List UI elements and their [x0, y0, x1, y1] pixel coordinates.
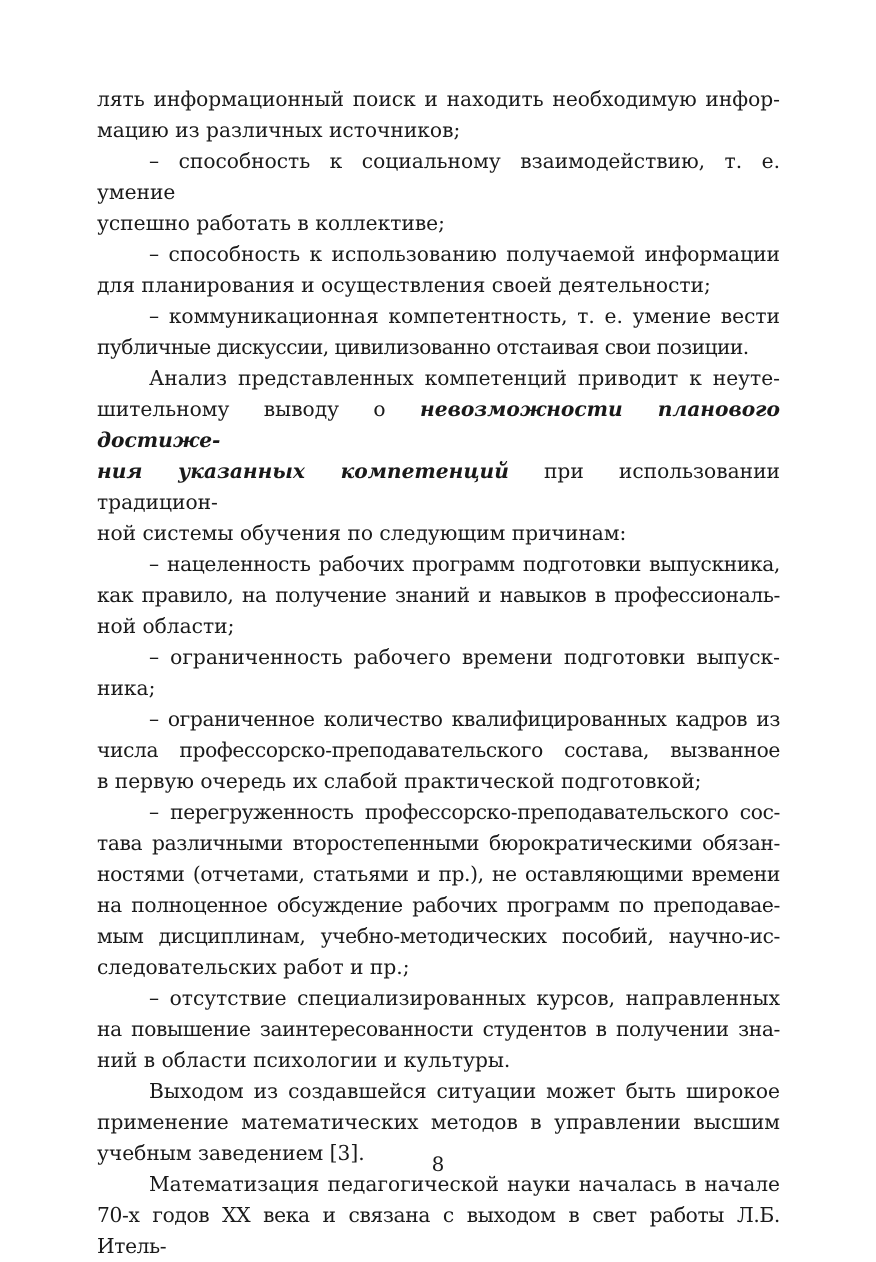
- text-line: на полноценное обсуждение рабочих программ по преподавае-: [97, 893, 780, 917]
- text-line: в первую очередь их слабой практической подготовкой;: [97, 769, 702, 793]
- text-line: [97, 394, 780, 456]
- text-line: успешно работать в коллективе;: [97, 211, 445, 235]
- text-line: – способность к социальному взаимодействию, т. е. умение: [97, 149, 780, 204]
- text-line: Анализ представленных компетенций приводит к неуте-: [149, 366, 780, 390]
- text-line: ний в области психологии и культуры.: [97, 1048, 511, 1072]
- text-span: при использовании традицион-: [97, 459, 780, 514]
- text-line: как правило, на получение знаний и навыков в профессиональ-: [97, 583, 780, 607]
- text-span: шительному выводу о: [97, 397, 421, 421]
- text-line: учебным заведением [3].: [97, 1141, 365, 1165]
- text-line: ностями (отчетами, статьями и пр.), не оставляющими времени: [97, 862, 780, 886]
- text-line: мым дисциплинам, учебно-методических пособий, научно-ис-: [97, 924, 780, 948]
- text-line: ной системы обучения по следующим причинам:: [97, 521, 627, 545]
- emphasis-span: ния указанных компетенций: [97, 459, 509, 483]
- emphasis-span: невозможности планового достиже-: [97, 397, 780, 452]
- text-line: Математизация педагогической науки началась в начале: [149, 1172, 780, 1196]
- text-line: для планирования и осуществления своей деятельности;: [97, 273, 711, 297]
- text-line: мацию из различных источников;: [97, 118, 461, 142]
- text-line: – коммуникационная компетентность, т. е. умение вести: [149, 304, 780, 328]
- page-number: 8: [431, 1152, 445, 1176]
- text-line: – перегруженность профессорско-преподавательского сос-: [149, 800, 780, 824]
- text-line: ной области;: [97, 614, 235, 638]
- text-line: 70-х годов XX века и связана с выходом в свет работы Л.Б. Итель-: [97, 1203, 780, 1258]
- text-line: – нацеленность рабочих программ подготовки выпускника,: [149, 552, 780, 576]
- text-line: – ограниченность рабочего времени подготовки выпуск-: [149, 645, 780, 669]
- text-line: – отсутствие специализированных курсов, направленных: [149, 986, 780, 1010]
- text-line: следовательских работ и пр.;: [97, 955, 410, 979]
- text-line: числа профессорско-преподавательского состава, вызванное: [97, 738, 780, 762]
- text-line: на повышение заинтересованности студентов в получении зна-: [97, 1017, 780, 1041]
- text-line: публичные дискуссии, цивилизованно отстаивая свои позиции.: [97, 335, 749, 359]
- text-line: – способность к использованию получаемой информации: [149, 242, 780, 266]
- text-line: [97, 456, 780, 518]
- text-line: тава различными второстепенными бюрократическими обязан-: [97, 831, 780, 855]
- text-line: применение математических методов в управлении высшим: [97, 1110, 780, 1134]
- text-line: ника;: [97, 676, 156, 700]
- text-line: лять информационный поиск и находить необходимую инфор-: [97, 87, 780, 111]
- text-line: Выходом из создавшейся ситуации может быть широкое: [149, 1079, 780, 1103]
- text-line: – ограниченное количество квалифицированных кадров из: [149, 707, 780, 731]
- body-text: [97, 84, 780, 1262]
